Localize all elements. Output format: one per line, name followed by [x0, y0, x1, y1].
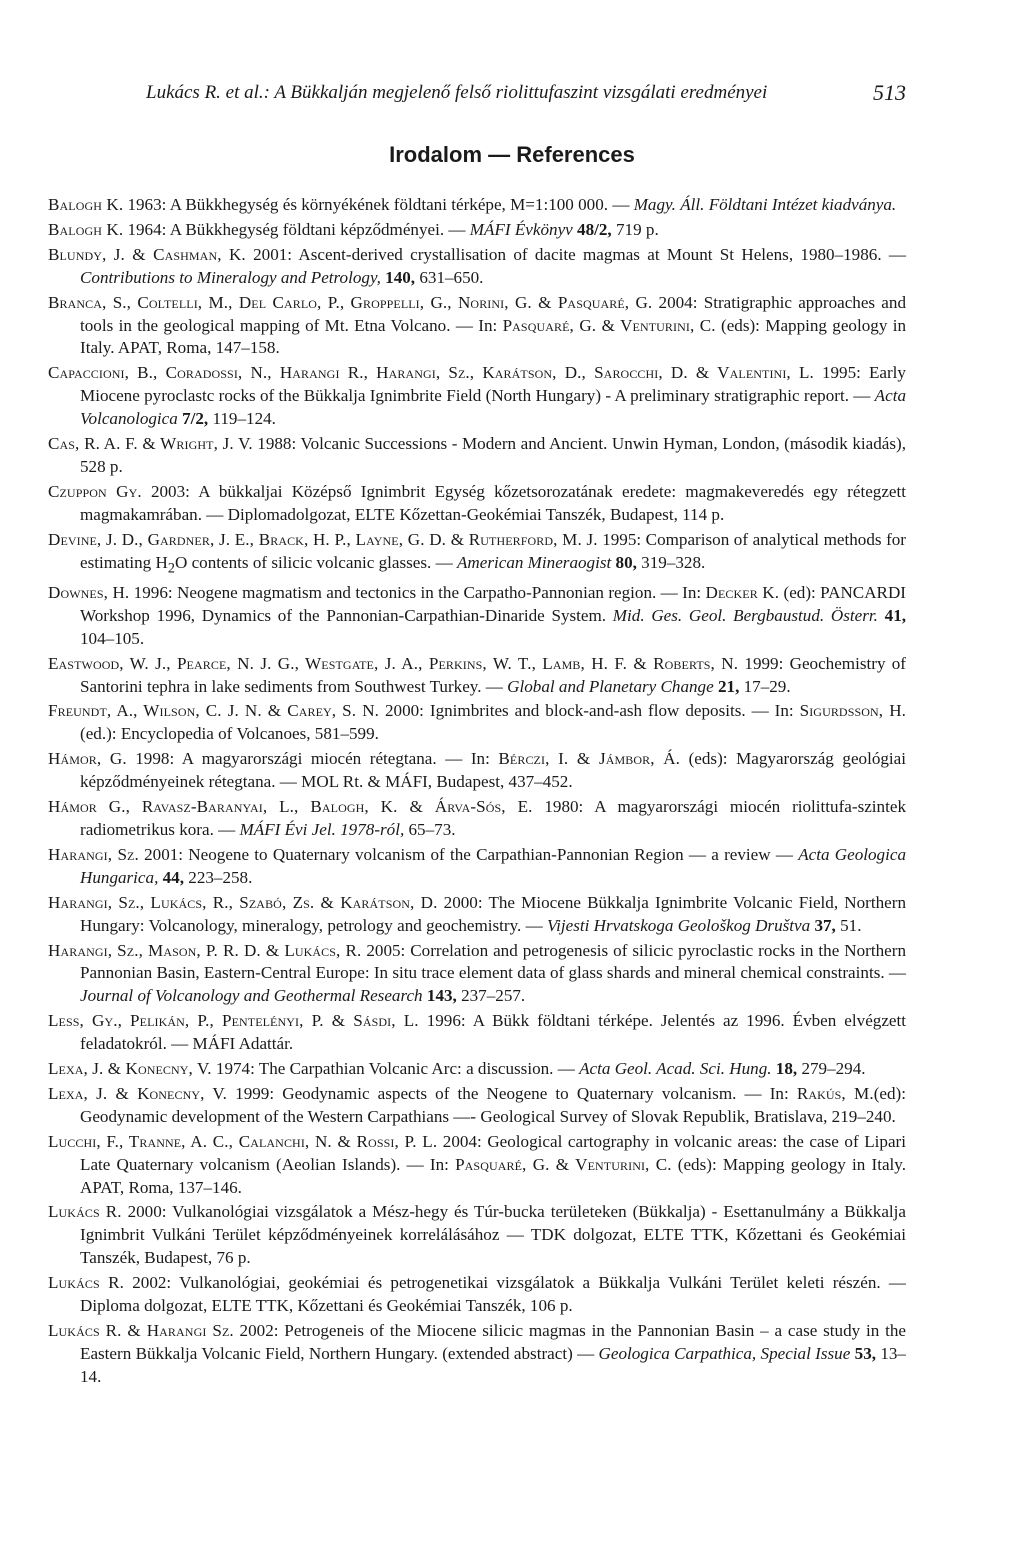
reference-entry [48, 1131, 906, 1200]
reference-volume: 140, [385, 267, 416, 287]
reference-authors: Freundt, A., Wilson, C. J. N. & Carey, S. N. [48, 701, 380, 721]
reference-authors: Capaccioni, B., Coradossi, N., Harangi R., Harangi, Sz., Karátson, D., Sarocchi, D. & Valentini, L. [48, 363, 814, 383]
reference-text: 2004: Geological cartography in volcanic areas: the case of Lipari Late Quaternary volcanism (Aeolian Islands). — In: [80, 1131, 906, 1174]
reference-entry [48, 1058, 906, 1081]
reference-authors: Hámor G., Ravasz-Baranyai, L., Balogh, K. & Árva-Sós, E. [48, 797, 533, 817]
page-number: 513 [873, 80, 906, 105]
reference-text: 1988: Volcanic Successions - Modern and Ancient. Unwin Hyman, London, (második kiadás), 528 p. [80, 434, 906, 476]
reference-text: 2002: Petrogeneis of the Miocene silicic magmas in the Pannonian Basin – a case study in the Eastern Bükkalja Volcanic Field, Northern Hungary. (extended abstract) — [80, 1321, 906, 1363]
reference-text: 2003: A bükkaljai Középső Ignimbrit Egység kőzetsorozatának eredete: magmakeveredés egy rétegzett magmakamrában. — Diplomadolgozat, ELTE Kőzettan-Geokémiai Tanszék, Budapest, 114 p. [80, 481, 906, 524]
reference-text: 1999: Geodynamic aspects of the Neogene to Quaternary volcanism. — In: [227, 1083, 797, 1103]
reference-text: 2000: The Miocene Bükkalja Ignimbrite Volcanic Field, Northern Hungary: Volcanology, mineralogy, petrology and geochemistry. — [80, 892, 906, 935]
reference-text: 237–257. [456, 986, 526, 1006]
reference-authors: Lukács R. [48, 1202, 122, 1222]
reference-text: 1964: A Bükkhegység földtani képződményei. — [123, 219, 470, 239]
running-header [146, 80, 906, 108]
reference-authors: Lexa, J. & Konecny, V. [48, 1083, 228, 1103]
reference-editors: Pasquaré, G. & Venturini, C. [455, 1154, 672, 1174]
reference-entry [48, 1320, 906, 1389]
reference-editors: Sigurdsson, H. [799, 701, 907, 721]
reference-text: 2001: Ascent-derived crystallisation of dacite magmas at Mount St Helens, 1980–1986. — [245, 244, 906, 264]
reference-entry [48, 748, 906, 794]
reference-entry [48, 481, 906, 527]
reference-entry [48, 1010, 906, 1056]
reference-text: (eds): Mapping geology in Italy. APAT, Roma, 137–146. [80, 1154, 906, 1197]
reference-text: (ed): Geodynamic development of the Western Carpathians —- Geological Survey of Slovak Republik, Bratislava, 219–240. [80, 1083, 906, 1126]
reference-entry [48, 194, 906, 217]
reference-entry [48, 892, 906, 938]
reference-text: 2004: Stratigraphic approaches and tools in the geological mapping of Mt. Etna Volcano. — In: [80, 292, 906, 335]
reference-text: 1999: Geochemistry of Santorini tephra in lake sediments from Southwest Turkey. — [80, 653, 906, 696]
reference-text: 279–294. [797, 1059, 866, 1079]
reference-journal: Acta Geologica Hungarica, [80, 844, 906, 887]
reference-text: 319–328. [636, 552, 706, 572]
reference-text: 2000: Vulkanológiai vizsgálatok a Mész-hegy és Túr-bucka területeken (Bükkalja) - Esettanulmány a Bükkalja Ignimbrit Vulkáni Terület képződményeinek korrelálásához — TDK dolgozat, ELTE TTK, Kőzettani és Geokémiai Tanszék, Budapest, 76 p. [80, 1202, 907, 1268]
reference-text: 1998: A magyarországi miocén rétegtana. — In: [126, 749, 499, 769]
reference-authors: Devine, J. D., Gardner, J. E., Brack, H. P., Layne, G. D. & Rutherford, M. J. [48, 529, 598, 549]
reference-entry [48, 653, 906, 699]
reference-authors: Balogh K. [48, 195, 124, 214]
reference-volume: 7/2, [182, 409, 209, 429]
reference-authors: Branca, S., Coltelli, M., Del Carlo, P., Groppelli, G., Norini, G. & Pasquaré, G. [48, 292, 653, 312]
reference-journal: MÁFI Évi Jel. 1978-ról, [239, 819, 405, 839]
reference-text: 719 p. [611, 219, 659, 239]
reference-authors: Harangi, Sz., Lukács, R., Szabó, Zs. & Karátson, D. [48, 892, 438, 912]
reference-authors: Lukács R. [48, 1273, 124, 1293]
reference-list [48, 194, 906, 1391]
reference-authors: Lexa, J. & Konecny, V. [48, 1059, 212, 1079]
reference-volume: 143, [426, 986, 457, 1006]
reference-text: 104–105. [80, 628, 145, 648]
reference-text: (eds): Magyarország geológiai képződményeinek rétegtana. — MOL Rt. & MÁFI, Budapest, 437–452. [80, 749, 907, 792]
reference-authors: Hámor, G. [48, 749, 127, 769]
reference-volume: 18, [775, 1059, 798, 1079]
reference-text: 2001: Neogene to Quaternary volcanism of the Carpathian-Pannonian Region — a review — [138, 844, 799, 864]
reference-entry [48, 292, 906, 361]
reference-authors: Balogh K. [48, 219, 124, 239]
reference-journal: Geologica Carpathica, Special Issue [598, 1343, 851, 1363]
reference-editors: Pasquaré, G. & Venturini, C. [502, 315, 716, 335]
running-title: Lukács R. et al.: A Bükkalján megjelenő felső riolittufaszint vizsgálati eredményei [146, 82, 768, 103]
reference-entry [48, 796, 906, 842]
reference-volume: 41, [884, 605, 907, 625]
reference-text: (eds): Mapping geology in Italy. APAT, Roma, 147–158. [80, 315, 906, 358]
reference-text: 1963: A Bükkhegység és környékének földtani térképe, M=1:100 000. — [123, 195, 634, 214]
reference-text: 631–650. [415, 267, 484, 287]
reference-journal: Acta Geol. Acad. Sci. Hung. [579, 1059, 772, 1079]
reference-journal: Mid. Ges. Geol. Bergbaustud. Österr. [612, 605, 878, 625]
reference-authors: Eastwood, W. J., Pearce, N. J. G., Westgate, J. A., Perkins, W. T., Lamb, H. F. & Roberts, N. [48, 653, 739, 673]
reference-volume: 53, [854, 1343, 877, 1363]
reference-authors: Harangi, Sz., Mason, P. R. D. & Lukács, R. [48, 940, 362, 960]
reference-entry [48, 844, 906, 890]
reference-journal: Magy. Áll. Földtani Intézet kiadványa. [633, 195, 897, 214]
reference-text: 1995: Comparison of analytical methods for estimating H [80, 529, 906, 572]
reference-volume: 80, [615, 552, 637, 572]
reference-editors: Rakús, M. [796, 1083, 874, 1103]
reference-entry [48, 219, 906, 242]
reference-text: 119–124. [208, 409, 276, 429]
reference-text: 51. [835, 915, 862, 935]
reference-journal: American Mineraogist [456, 552, 612, 572]
reference-entry [48, 529, 906, 580]
reference-text: (ed): PANCARDI Workshop 1996, Dynamics of the Pannonian-Carpathian-Dinaride System. [80, 582, 906, 625]
reference-text: 2000: Ignimbrites and block-and-ash flow deposits. — In: [379, 701, 800, 721]
reference-entry [48, 700, 906, 746]
reference-text: 2005: Correlation and petrogenesis of silicic pyroclastic rocks in the Northern Pannonian Basin, Eastern-Central Europe: In situ trace element data of glass shards and mineral chemical constraints. — [80, 940, 906, 983]
reference-authors: Downes, H. [48, 582, 130, 602]
reference-text: 223–258. [184, 867, 253, 887]
reference-entry [48, 1272, 906, 1318]
reference-volume: 21, [717, 676, 740, 696]
reference-text: 1996: A Bükk földtani térképe. Jelentés az 1996. Évben elvégzett feladatokról. — MÁFI Adattár. [80, 1011, 907, 1054]
reference-authors: Cas, R. A. F. & Wright, J. V. [48, 434, 253, 454]
reference-volume: 48/2, [577, 219, 612, 239]
reference-entry [48, 940, 906, 1009]
reference-entry [48, 362, 906, 431]
reference-text: 65–73. [404, 819, 456, 839]
reference-text: O contents of silicic volcanic glasses. — [174, 552, 457, 572]
reference-journal: Vijesti Hrvatskoga Geološkog Društva [546, 915, 811, 935]
reference-entry [48, 433, 906, 479]
reference-journal: Contributions to Mineralogy and Petrology, [80, 267, 381, 287]
reference-editors: Bérczi, I. & Jámbor, Á. [498, 749, 681, 769]
reference-editors: Decker K. [705, 582, 780, 602]
reference-entry [48, 1201, 906, 1270]
reference-journal: MÁFI Évkönyv [469, 219, 573, 239]
section-title: Irodalom — References [389, 142, 635, 167]
reference-journal: Global and Planetary Change [507, 676, 714, 696]
reference-entry [48, 244, 906, 290]
reference-authors: Less, Gy., Pelikán, P., Pentelényi, P. & Sásdi, L. [48, 1011, 419, 1031]
reference-authors: Lukács R. & Harangi Sz. [48, 1321, 234, 1340]
reference-text: 2002: Vulkanológiai, geokémiai és petrogenetikai vizsgálatok a Bükkalja Vulkáni Terület keleti részén. — Diploma dolgozat, ELTE TTK, Kőzettani és Geokémiai Tanszék, 106 p. [80, 1273, 907, 1316]
reference-text: 1995: Early Miocene pyroclastc rocks of the Bükkalja Ignimbrite Field (North Hungary) - A preliminary stratigraphic report. — [80, 363, 906, 406]
reference-text [878, 606, 885, 625]
reference-volume: 37, [814, 915, 836, 935]
reference-text: (ed.): Encyclopedia of Volcanoes, 581–599. [80, 724, 379, 744]
reference-text: 17–29. [739, 676, 791, 696]
reference-authors: Blundy, J. & Cashman, K. [48, 244, 246, 264]
reference-text: 1974: The Carpathian Volcanic Arc: a discussion. — [211, 1059, 580, 1079]
reference-text: 1980: A magyarországi miocén riolittufa-szintek radiometrikus kora. — [80, 797, 906, 839]
reference-entry [48, 1083, 906, 1129]
reference-journal: Acta Volcanologica [80, 386, 906, 429]
reference-authors: Lucchi, F., Tranne, A. C., Calanchi, N. & Rossi, P. L. [48, 1131, 438, 1151]
reference-journal: Journal of Volcanology and Geothermal Research [80, 986, 423, 1006]
reference-text: 13–14. [80, 1343, 906, 1386]
reference-authors: Harangi, Sz. [48, 844, 139, 864]
reference-entry [48, 582, 906, 651]
reference-authors: Czuppon Gy. [48, 481, 142, 501]
reference-volume: 44, [162, 867, 184, 887]
reference-text: 1996: Neogene magmatism and tectonics in the Carpatho-Pannonian region. — In: [129, 582, 706, 602]
reference-text: 2 [167, 560, 175, 576]
